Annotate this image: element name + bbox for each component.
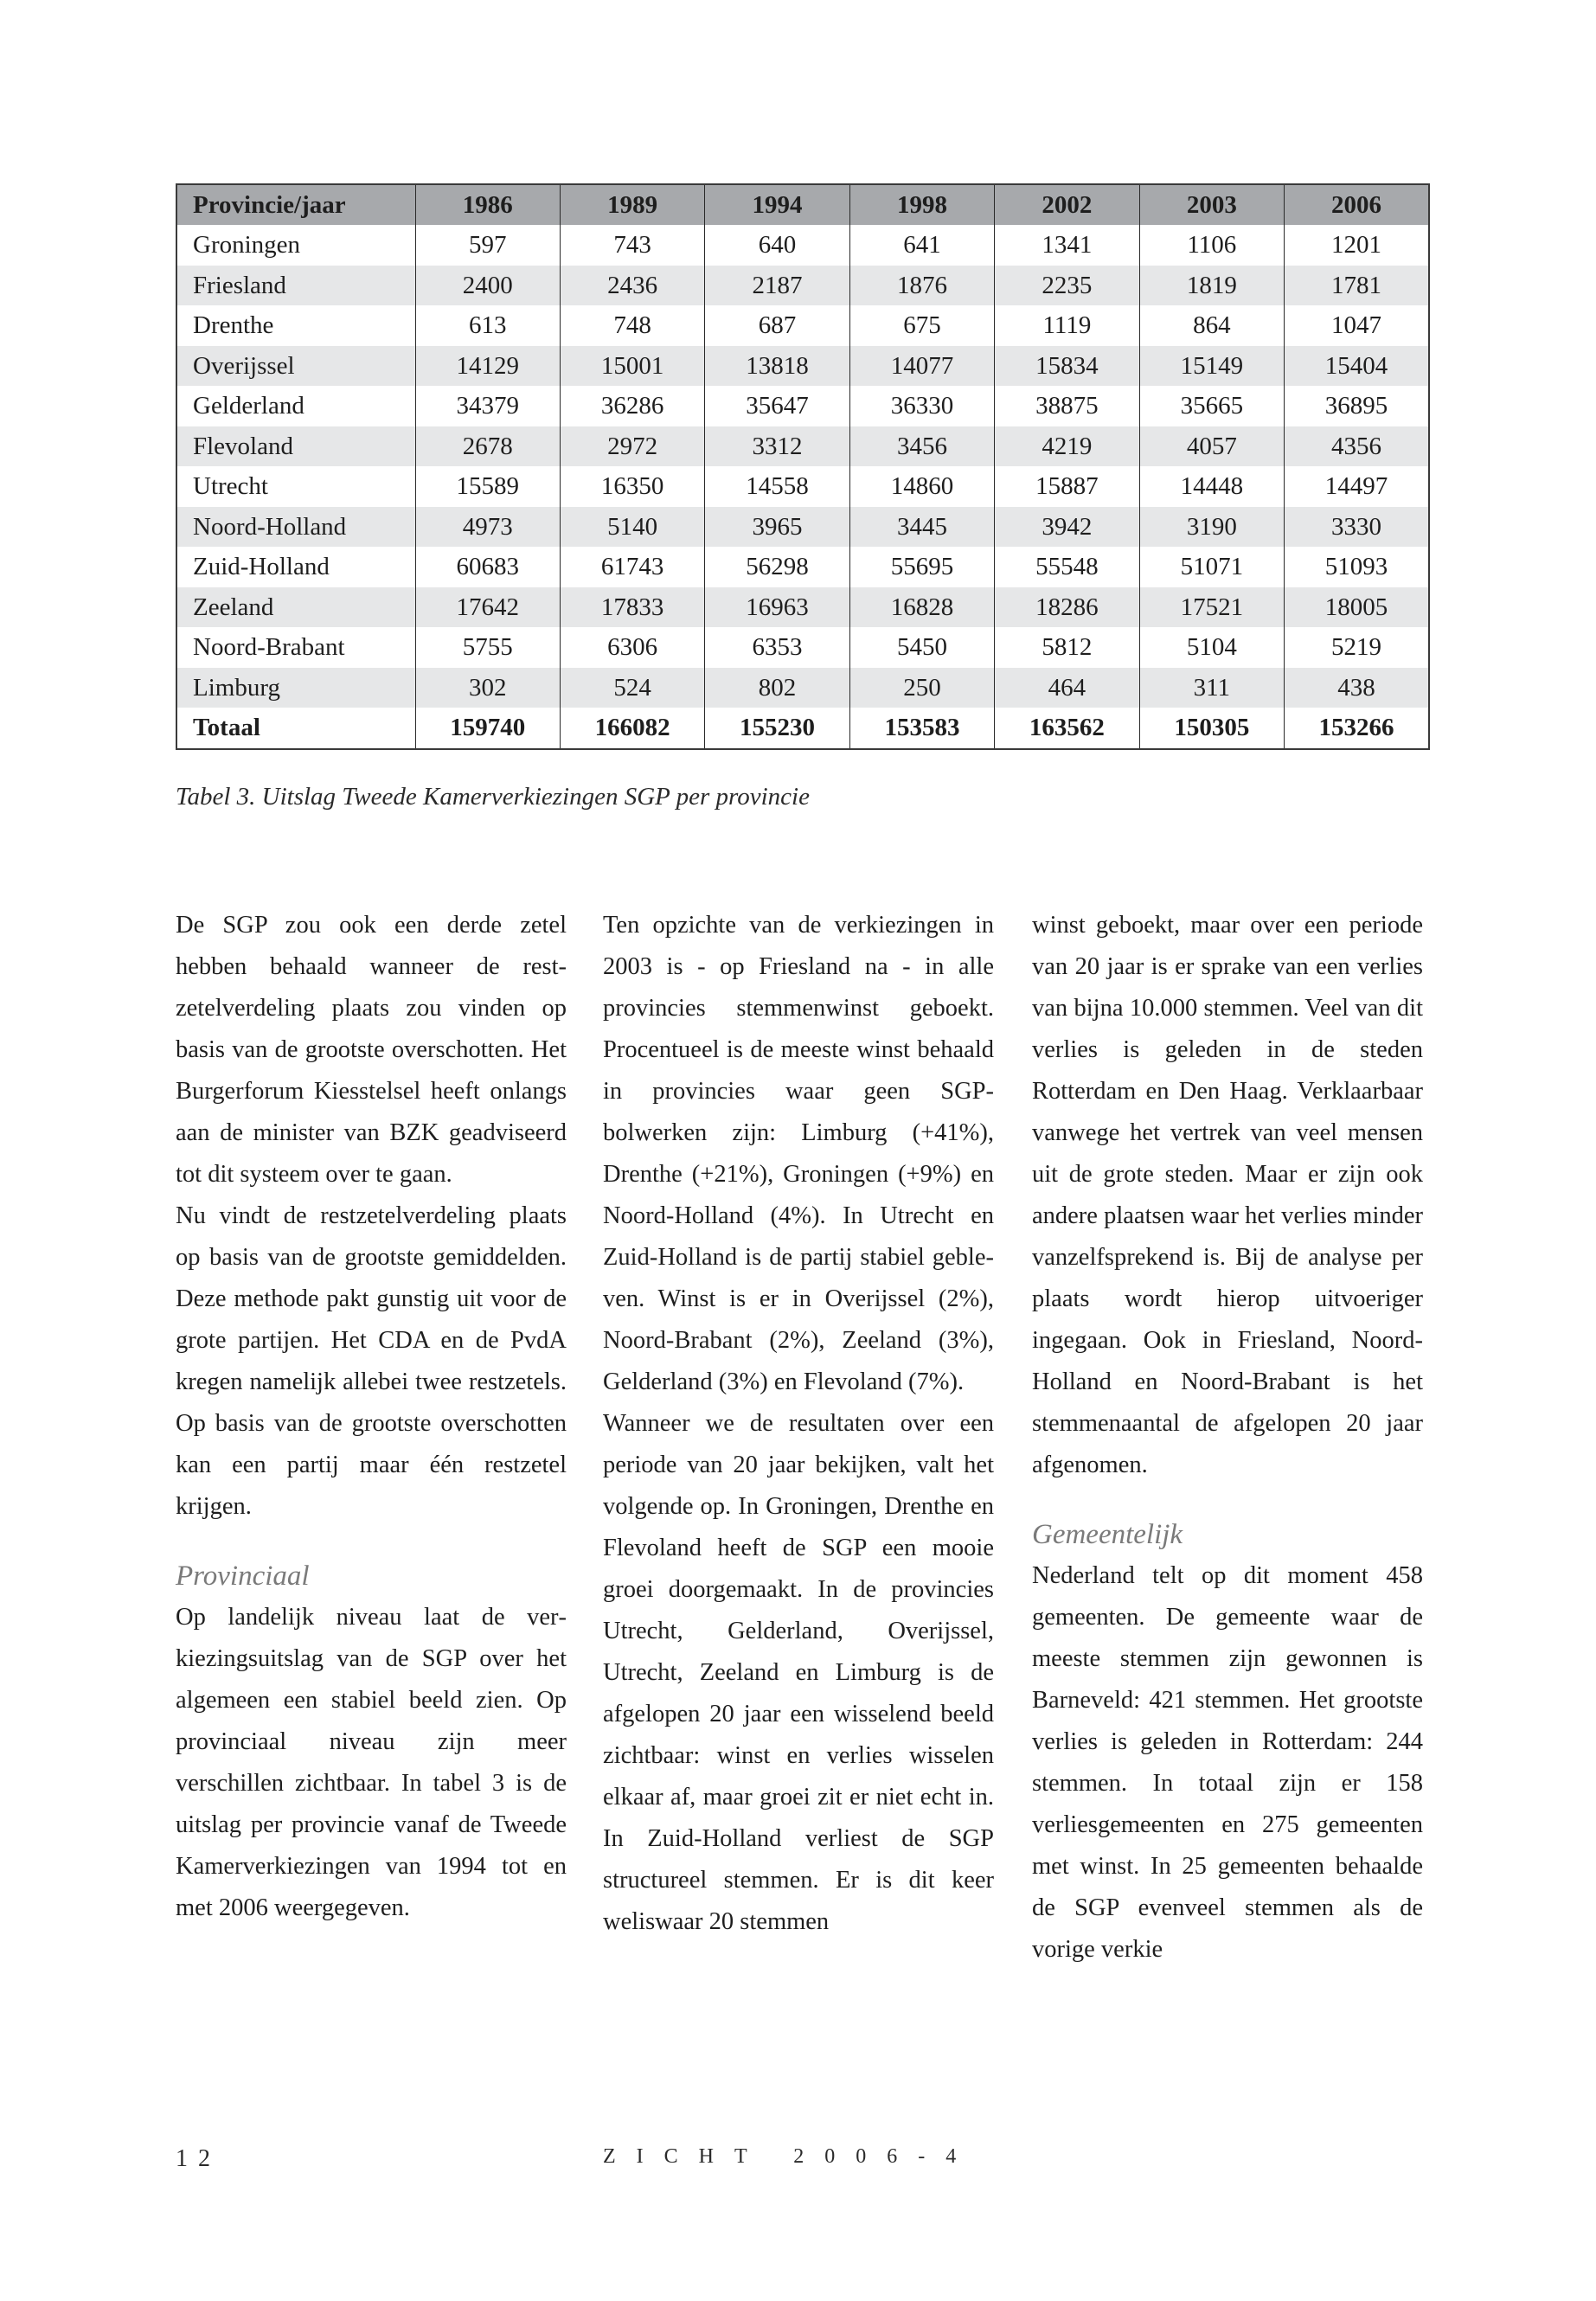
vote-count-cell: 14497 <box>1285 466 1429 507</box>
province-cell: Groningen <box>176 225 415 266</box>
province-cell: Totaal <box>176 708 415 749</box>
province-cell: Flevoland <box>176 426 415 467</box>
vote-count-cell: 5140 <box>560 507 704 548</box>
vote-count-cell: 34379 <box>415 386 560 426</box>
vote-count-cell: 153583 <box>849 708 994 749</box>
header-cell-year: 2003 <box>1139 184 1284 225</box>
vote-count-cell: 302 <box>415 668 560 708</box>
text-column-2 <box>603 905 994 1943</box>
section-heading-provinciaal: Provinciaal <box>176 1561 310 1592</box>
vote-count-cell: 3312 <box>705 426 849 467</box>
table-row <box>176 587 1429 628</box>
text-column-3 <box>1032 905 1423 1971</box>
vote-count-cell: 802 <box>705 668 849 708</box>
vote-count-cell: 13818 <box>705 346 849 387</box>
vote-count-cell: 15404 <box>1285 346 1429 387</box>
vote-count-cell: 155230 <box>705 708 849 749</box>
vote-count-cell: 14448 <box>1139 466 1284 507</box>
vote-count-cell: 3190 <box>1139 507 1284 548</box>
province-cell: Zuid-Holland <box>176 547 415 587</box>
vote-count-cell: 38875 <box>995 386 1139 426</box>
vote-count-cell: 15834 <box>995 346 1139 387</box>
section-heading-gemeentelijk: Gemeentelijk <box>1032 1519 1183 1550</box>
vote-count-cell: 16963 <box>705 587 849 628</box>
paragraph: winst geboekt, maar over een periode van 20 jaar is er sprake van een verlies van bijna 10.000 stemmen. Veel van dit verlies is geleden in de steden Rotterdam en Den Haag. Verklaarbaar vanwege het vertrek van veel mensen uit de grote steden. Maar er zijn ook andere plaatsen waar het verlies minder vanzelfsprekend is. Bij de analyse per plaats wordt hierop uitvoeriger ingegaan. Ook in Friesland, Noord-Holland en Noord-Brabant is het stemmenaantal de afgelopen 20 jaar afgenomen. <box>1032 912 1423 1478</box>
vote-count-cell: 2187 <box>705 266 849 306</box>
province-cell: Noord-Holland <box>176 507 415 548</box>
vote-count-cell: 311 <box>1139 668 1284 708</box>
vote-count-cell: 4356 <box>1285 426 1429 467</box>
vote-count-cell: 56298 <box>705 547 849 587</box>
paragraph: Op landelijk niveau laat de verkiezingsuitslag van de SGP over het algemeen een stabiel beeld zien. Op provinciaal niveau zijn meer verschillen zichtbaar. In tabel 3 is de uitslag per provincie vanaf de Tweede Kamerverkiezingen van 1994 tot en met 2006 weergegeven. <box>176 1604 567 1921</box>
vote-count-cell: 1876 <box>849 266 994 306</box>
vote-count-cell: 640 <box>705 225 849 266</box>
table-body <box>176 225 1429 749</box>
vote-count-cell: 3330 <box>1285 507 1429 548</box>
paragraph: Nu vindt de restzetelverdeling plaats op basis van de grootste gemiddelden. Deze methode pakt gunstig uit voor de grote partijen. Het CDA en de PvdA kregen namelijk allebei twee restzetels. Op basis van de grootste overschotten kan een partij maar één restzetel krijgen. <box>176 1202 567 1520</box>
vote-count-cell: 60683 <box>415 547 560 587</box>
header-cell-year: 1998 <box>849 184 994 225</box>
vote-count-cell: 5755 <box>415 627 560 668</box>
vote-count-cell: 2972 <box>560 426 704 467</box>
vote-count-cell: 2400 <box>415 266 560 306</box>
vote-count-cell: 3942 <box>995 507 1139 548</box>
vote-count-cell: 1341 <box>995 225 1139 266</box>
vote-count-cell: 5812 <box>995 627 1139 668</box>
paragraph: Wanneer we de resultaten over een periode van 20 jaar bekijken, valt het volgende op. In Groningen, Drenthe en Flevoland heeft de SGP een mooie groei doorgemaakt. In de provincies Utrecht, Gelderland, Overijssel, Utrecht, Zeeland en Limburg is de afgelopen 20 jaar een wisselend beeld zichtbaar: winst en verlies wisselen elkaar af, maar groei zit er niet echt in. In Zuid-Holland verliest de SGP structureel stemmen. Er is dit keer weliswaar 20 stemmen <box>603 1410 994 1935</box>
paragraph: Nederland telt op dit moment 458 gemeenten. De gemeente waar de meeste stemmen zijn gewonnen is Barneveld: 421 stemmen. Het grootste verlies is geleden in Rotterdam: 244 stemmen. In totaal zijn er 158 verliesgemeenten en 275 gemeenten met winst. In 25 gemeenten behaalde de SGP evenveel stemmen als de vorige verkie <box>1032 1562 1423 1963</box>
vote-count-cell: 14129 <box>415 346 560 387</box>
vote-count-cell: 597 <box>415 225 560 266</box>
vote-count-cell: 1047 <box>1285 305 1429 346</box>
vote-count-cell: 250 <box>849 668 994 708</box>
table-row <box>176 266 1429 306</box>
header-cell-year: 1989 <box>560 184 704 225</box>
province-cell: Friesland <box>176 266 415 306</box>
header-cell-year: 1986 <box>415 184 560 225</box>
table-row <box>176 386 1429 426</box>
vote-count-cell: 641 <box>849 225 994 266</box>
vote-count-cell: 159740 <box>415 708 560 749</box>
table-row <box>176 547 1429 587</box>
vote-count-cell: 743 <box>560 225 704 266</box>
vote-count-cell: 4219 <box>995 426 1139 467</box>
vote-count-cell: 1819 <box>1139 266 1284 306</box>
province-cell: Overijssel <box>176 346 415 387</box>
vote-count-cell: 15887 <box>995 466 1139 507</box>
vote-count-cell: 3965 <box>705 507 849 548</box>
table-caption: Tabel 3. Uitslag Tweede Kamerverkiezingen SGP per provincie <box>176 783 810 811</box>
table-total-row <box>176 708 1429 749</box>
vote-count-cell: 5450 <box>849 627 994 668</box>
vote-count-cell: 438 <box>1285 668 1429 708</box>
vote-count-cell: 15001 <box>560 346 704 387</box>
vote-count-cell: 163562 <box>995 708 1139 749</box>
province-cell: Gelderland <box>176 386 415 426</box>
text-column-1 <box>176 905 567 1929</box>
province-cell: Limburg <box>176 668 415 708</box>
header-cell-year: 2006 <box>1285 184 1429 225</box>
vote-count-cell: 2235 <box>995 266 1139 306</box>
vote-count-cell: 61743 <box>560 547 704 587</box>
province-cell: Drenthe <box>176 305 415 346</box>
vote-count-cell: 3456 <box>849 426 994 467</box>
vote-count-cell: 4057 <box>1139 426 1284 467</box>
vote-count-cell: 1106 <box>1139 225 1284 266</box>
vote-count-cell: 675 <box>849 305 994 346</box>
vote-count-cell: 153266 <box>1285 708 1429 749</box>
vote-count-cell: 18286 <box>995 587 1139 628</box>
province-cell: Noord-Brabant <box>176 627 415 668</box>
vote-count-cell: 5219 <box>1285 627 1429 668</box>
results-table-container <box>176 183 1430 750</box>
paragraph: Ten opzichte van de verkiezingen in 2003 is - op Friesland na - in alle provincies stemmenwinst geboekt. Procentueel is de meeste winst behaald in provincies waar geen SGP-bolwerken zijn: Limburg (+41%), Drenthe (+21%), Groningen (+9%) en Noord-Holland (4%). In Utrecht en Zuid-Holland is de partij stabiel gebleven. Winst is er in Overijssel (2%), Noord-Brabant (2%), Zeeland (3%), Gelderland (3%) en Flevoland (7%). <box>603 912 994 1395</box>
vote-count-cell: 14860 <box>849 466 994 507</box>
vote-count-cell: 1119 <box>995 305 1139 346</box>
vote-count-cell: 16350 <box>560 466 704 507</box>
vote-count-cell: 3445 <box>849 507 994 548</box>
table-row <box>176 305 1429 346</box>
page-number: 12 <box>176 2145 221 2172</box>
paragraph: De SGP zou ook een derde zetel hebben behaald wanneer de restzetelverdeling plaats zou vinden op basis van de grootste overschotten. Het Burgerforum Kiesstelsel heeft onlangs aan de minister van BZK geadviseerd tot dit systeem over te gaan. <box>176 912 567 1188</box>
vote-count-cell: 14558 <box>705 466 849 507</box>
header-cell-year: 1994 <box>705 184 849 225</box>
results-table <box>176 183 1430 750</box>
vote-count-cell: 150305 <box>1139 708 1284 749</box>
table-row <box>176 225 1429 266</box>
vote-count-cell: 36286 <box>560 386 704 426</box>
table-row <box>176 627 1429 668</box>
vote-count-cell: 17642 <box>415 587 560 628</box>
vote-count-cell: 166082 <box>560 708 704 749</box>
table-row <box>176 426 1429 467</box>
vote-count-cell: 17833 <box>560 587 704 628</box>
vote-count-cell: 464 <box>995 668 1139 708</box>
vote-count-cell: 748 <box>560 305 704 346</box>
vote-count-cell: 524 <box>560 668 704 708</box>
vote-count-cell: 15149 <box>1139 346 1284 387</box>
vote-count-cell: 55548 <box>995 547 1139 587</box>
table-header-row <box>176 184 1429 225</box>
vote-count-cell: 6306 <box>560 627 704 668</box>
vote-count-cell: 51093 <box>1285 547 1429 587</box>
vote-count-cell: 1201 <box>1285 225 1429 266</box>
vote-count-cell: 687 <box>705 305 849 346</box>
vote-count-cell: 5104 <box>1139 627 1284 668</box>
table-row <box>176 507 1429 548</box>
vote-count-cell: 18005 <box>1285 587 1429 628</box>
vote-count-cell: 17521 <box>1139 587 1284 628</box>
vote-count-cell: 613 <box>415 305 560 346</box>
running-title: ZICHT 2006-4 <box>603 2145 977 2168</box>
vote-count-cell: 55695 <box>849 547 994 587</box>
header-cell-province: Provincie/jaar <box>176 184 415 225</box>
province-cell: Zeeland <box>176 587 415 628</box>
vote-count-cell: 2678 <box>415 426 560 467</box>
vote-count-cell: 35647 <box>705 386 849 426</box>
vote-count-cell: 6353 <box>705 627 849 668</box>
vote-count-cell: 864 <box>1139 305 1284 346</box>
vote-count-cell: 4973 <box>415 507 560 548</box>
vote-count-cell: 15589 <box>415 466 560 507</box>
table-row <box>176 346 1429 387</box>
vote-count-cell: 14077 <box>849 346 994 387</box>
vote-count-cell: 36330 <box>849 386 994 426</box>
vote-count-cell: 36895 <box>1285 386 1429 426</box>
vote-count-cell: 35665 <box>1139 386 1284 426</box>
vote-count-cell: 51071 <box>1139 547 1284 587</box>
table-row <box>176 668 1429 708</box>
table-row <box>176 466 1429 507</box>
vote-count-cell: 1781 <box>1285 266 1429 306</box>
vote-count-cell: 2436 <box>560 266 704 306</box>
header-cell-year: 2002 <box>995 184 1139 225</box>
province-cell: Utrecht <box>176 466 415 507</box>
vote-count-cell: 16828 <box>849 587 994 628</box>
